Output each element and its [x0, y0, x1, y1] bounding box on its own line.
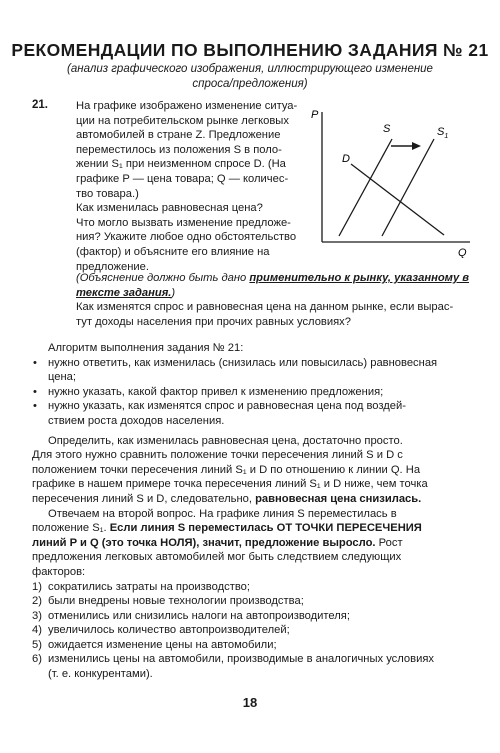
note-line	[76, 286, 480, 301]
demand-label: D	[342, 153, 350, 165]
question-extra-line: Как изменятся спрос и равновесная цена на данном рынке, если вырас-	[76, 301, 454, 314]
bullet-line: нужно указать, как изменятся спрос и равновесная цена под воздей-	[48, 400, 406, 413]
question-line: тво товара.)	[76, 187, 139, 200]
bullet-icon: •	[33, 356, 37, 369]
factor-text: были внедрены новые технологии производства;	[48, 595, 304, 608]
question-number: 21.	[32, 99, 48, 111]
factor-number: 3)	[32, 609, 42, 622]
algorithm-bullet	[32, 399, 480, 428]
supply-new-label: $S_1$	[437, 126, 449, 140]
factor-text: (т. е. конкурентами).	[48, 668, 153, 681]
question-note	[76, 271, 480, 329]
paragraph-line: графике в нашем примере точка пересечения линий S₁ и D ниже, чем точка	[32, 478, 428, 491]
supply-label: S	[383, 123, 391, 135]
recommendations-body	[32, 341, 480, 682]
bullet-icon: •	[33, 400, 37, 413]
bullet-line: ствием роста доходов населения.	[48, 414, 225, 427]
factor-text: изменились цены на автомобили, производимые в аналогичных условиях	[48, 653, 434, 666]
question-line: жении S₁ при неизменном спросе D. (На	[76, 158, 286, 171]
question-line: Как изменилась равновесная цена?	[76, 202, 263, 215]
factor-text: ожидается изменение цены на автомобили;	[48, 638, 277, 651]
answer-emphasis: равновесная цена снизилась.	[255, 492, 422, 505]
bullet-line: нужно указать, какой фактор привел к изменению предложения;	[48, 385, 384, 398]
question-line: (фактор) и объясните его влияние на	[76, 245, 270, 258]
question-line: предложение.	[76, 260, 149, 273]
question-line: На графике изображено изменение ситуа-	[76, 100, 298, 112]
note-text: )	[171, 286, 176, 299]
factor-text: увеличилось количество автопроизводителей;	[48, 624, 290, 637]
factor-number: 4)	[32, 624, 42, 637]
rule-emphasis: Если линия S переместилась ОТ ТОЧКИ ПЕРЕСЕЧЕНИЯ	[109, 522, 422, 535]
supply-demand-diagram	[308, 106, 476, 258]
factor-item	[32, 652, 480, 681]
question-line: автомобилей в стране Z. Предложение	[76, 129, 281, 142]
paragraph-line: Отвечаем на второй вопрос. На графике линия S переместилась в	[48, 507, 397, 520]
page-subtitle	[60, 62, 440, 92]
question-extra-line: тут доходы населения при прочих равных условиях?	[76, 315, 351, 328]
page-number: 18	[242, 695, 258, 710]
question-line: графике P — цена товара; Q — количес-	[76, 172, 289, 185]
note-emphasis: тексте задания.	[76, 286, 172, 299]
note-emphasis: применительно к рынку, указанному в	[249, 272, 470, 284]
subtitle-line: спроса/предложения)	[192, 78, 308, 90]
factor-item	[32, 594, 480, 609]
axis-q-label: Q	[458, 247, 467, 258]
factor-text: отменились или снизились налоги на автопроизводителя;	[48, 609, 350, 622]
factor-number: 1)	[32, 580, 42, 593]
bullet-line: цена;	[48, 371, 77, 384]
factor-item	[32, 623, 480, 638]
algorithm-bullet	[32, 356, 480, 385]
note-line	[76, 271, 480, 286]
algorithm-bullet	[32, 385, 480, 400]
rule-emphasis: линий P и Q (это точка НОЛЯ), значит, предложение выросло.	[32, 536, 376, 549]
question-line: ния? Укажите любое одно обстоятельство	[76, 231, 297, 244]
factor-item	[32, 609, 480, 624]
axis-p-label: P	[311, 109, 319, 121]
paragraph-line	[32, 521, 480, 536]
factor-item	[32, 638, 480, 653]
paragraph-line: факторов:	[32, 565, 86, 578]
shift-arrowhead	[412, 142, 421, 150]
note-text: (Объяснение должно быть дано	[76, 272, 250, 284]
page-title: РЕКОМЕНДАЦИИ ПО ВЫПОЛНЕНИЮ ЗАДАНИЯ № 21	[11, 40, 489, 60]
paragraph-text: Рост	[375, 536, 403, 549]
question-line: ции на потребительском рынке легковых	[76, 114, 289, 127]
bullet-line: нужно ответить, как изменилась (снизилась или повысилась) равновесная	[48, 356, 438, 369]
paragraph-text: пересечения линий S и D, следовательно,	[32, 492, 256, 505]
algorithm-title: Алгоритм выполнения задания № 21:	[48, 342, 244, 354]
paragraph-line	[32, 492, 480, 507]
factor-number: 6)	[32, 653, 42, 666]
question-text	[76, 99, 308, 274]
question-line: переместилось из положения S в поло-	[76, 143, 282, 156]
factor-text: сократились затраты на производство;	[48, 580, 250, 593]
demand-line	[351, 164, 444, 235]
paragraph-text: положение S₁.	[32, 522, 110, 535]
question-line: Что могло вызвать изменение предложе-	[76, 216, 291, 229]
factor-number: 5)	[32, 638, 42, 651]
paragraph-line: Для этого нужно сравнить положение точки пересечения линий S и D с	[32, 449, 403, 462]
paragraph-line: Определить, как изменилась равновесная цена, достаточно просто.	[48, 434, 403, 447]
factor-number: 2)	[32, 595, 42, 608]
paragraph-line: предложения легковых автомобилей мог быть следствием следующих	[32, 551, 402, 564]
factor-item	[32, 580, 480, 595]
bullet-icon: •	[33, 385, 37, 398]
subtitle-line: (анализ графического изображения, иллюстрирующего изменение	[67, 63, 433, 75]
paragraph-line	[32, 536, 480, 551]
paragraph-line: положением точки пересечения линий S₁ и D по отношению к линии Q. На	[32, 463, 421, 476]
